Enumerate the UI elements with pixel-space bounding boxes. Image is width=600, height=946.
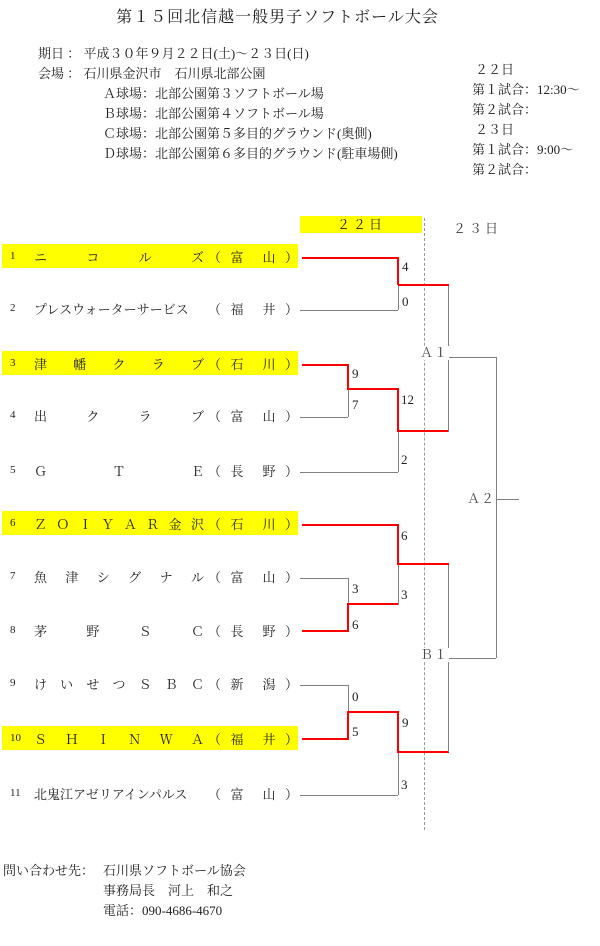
match-label-b1: Ｂ１: [420, 647, 449, 662]
team-prefecture: （ 新 潟 ）: [208, 676, 298, 692]
line-team3-winner: [302, 364, 348, 366]
line-team6-winner: [302, 524, 398, 526]
line-b1-advance: [448, 658, 496, 659]
team-name: 茅 野 Ｓ Ｃ: [34, 623, 204, 639]
score-game7-bottom: 3: [401, 777, 408, 792]
schedule-day2: ２３日: [475, 122, 515, 137]
line-game6-lower: [347, 711, 349, 740]
line-team10-winner: [302, 738, 348, 740]
line-team7: [300, 578, 348, 579]
team-prefecture: （ 富 山 ）: [208, 786, 298, 802]
team-row-2: [2, 296, 298, 320]
team-seed: 2: [10, 302, 16, 314]
score-game1-bottom: 0: [402, 294, 409, 309]
line-game2-lower: [348, 390, 349, 417]
team-row-5: [2, 458, 298, 482]
team-seed: 4: [10, 409, 16, 421]
score-game3-top: 12: [401, 392, 414, 407]
team-name: 津 幡 ク ラ ブ: [34, 356, 204, 372]
team-row-1: [2, 244, 298, 268]
score-game4-bottom: 6: [352, 617, 359, 632]
line-game7-upper: [397, 711, 399, 753]
line-team5: [300, 472, 398, 473]
line-game3-upper: [397, 388, 399, 432]
team-row-4: [2, 403, 298, 427]
line-game7-lower: [398, 753, 399, 795]
team-row-8: [2, 618, 298, 642]
team-name: Ｓ Ｈ Ｉ Ｎ Ｗ Ａ: [34, 731, 204, 747]
team-name: プレスウォーターサービス: [34, 301, 189, 317]
team-name: ニ コ ル ズ: [34, 249, 204, 265]
line-team11: [300, 795, 398, 796]
page-title: 第１５回北信越一般男子ソフトボール大会: [116, 9, 439, 26]
line-game7-winner-advance: [398, 751, 449, 753]
schedule-day2-game2: 第２試合：: [472, 162, 538, 177]
score-game4-top: 3: [352, 581, 359, 596]
team-prefecture: （ 石 川 ）: [208, 516, 298, 532]
line-game5-winner-advance: [398, 563, 449, 565]
event-venue-line: 会場 ： 石川県金沢市 石川県北部公園: [38, 66, 266, 81]
day1-header-band: ２２日: [300, 216, 422, 233]
team-row-11: [2, 781, 298, 805]
team-seed: 9: [10, 677, 16, 689]
contact-phone: 電話：090-4686-4670: [103, 903, 223, 918]
team-prefecture: （ 福 井 ）: [208, 301, 298, 317]
line-game1-lower: [398, 286, 399, 310]
team-name: Ｇ Ｔ Ｅ: [34, 463, 204, 479]
team-prefecture: （ 富 山 ）: [208, 408, 298, 424]
line-game6-winner-advance: [348, 711, 399, 713]
contact-label: 問い合わせ先：: [3, 863, 95, 878]
event-date-line: 期日 ： 平成３０年９月２２日(土)～２３日(日): [38, 46, 309, 61]
line-champion: [496, 499, 519, 500]
match-label-a1: Ａ１: [420, 345, 449, 360]
team-row-10: [2, 726, 298, 750]
line-game4-winner-advance: [348, 603, 398, 605]
ground-a: Ａ球場：北部公園第３ソフトボール場: [103, 86, 324, 101]
schedule-day1: ２２日: [475, 62, 515, 77]
team-row-3: [2, 351, 298, 375]
team-seed: 3: [10, 357, 16, 369]
ground-b: Ｂ球場：北部公園第４ソフトボール場: [103, 106, 324, 121]
team-prefecture: （ 長 野 ）: [208, 623, 298, 639]
team-prefecture: （ 富 山 ）: [208, 249, 298, 265]
day-divider-dashed-line: [424, 218, 425, 830]
score-game1-top: 4: [402, 259, 409, 274]
team-prefecture: （ 石 川 ）: [208, 356, 298, 372]
team-seed: 11: [10, 787, 21, 799]
line-a2-connector: [496, 357, 497, 658]
team-seed: 6: [10, 517, 16, 529]
ground-c: Ｃ球場：北部公園第５多目的グラウンド(奥側): [103, 126, 372, 141]
team-row-9: [2, 671, 298, 695]
match-label-a2: Ａ２: [467, 491, 496, 506]
line-game5-upper: [397, 524, 399, 565]
line-game2-upper: [347, 364, 349, 390]
line-game2-winner-advance: [348, 388, 399, 390]
team-row-7: [2, 564, 298, 588]
score-game5-bottom: 3: [401, 587, 408, 602]
score-game7-top: 9: [402, 715, 409, 730]
line-game3-winner-advance: [398, 430, 449, 432]
team-name: 北鬼江アゼリアインパルス: [34, 786, 188, 802]
contact-org: 石川県ソフトボール協会: [103, 863, 246, 878]
team-name: 出 ク ラ ブ: [34, 408, 204, 424]
schedule-day1-game1: 第１試合：12:30～: [472, 82, 580, 97]
score-game6-bottom: 5: [352, 724, 359, 739]
team-prefecture: （ 富 山 ）: [208, 569, 298, 585]
line-game1-upper: [397, 257, 399, 285]
team-name: け い せ つ Ｓ Ｂ Ｃ: [34, 676, 204, 692]
score-game3-bottom: 2: [401, 452, 408, 467]
line-team9: [300, 685, 348, 686]
line-game4-lower: [347, 603, 349, 632]
line-game3-lower: [398, 432, 399, 472]
schedule-day1-game2: 第２試合：: [472, 102, 538, 117]
line-game4-upper: [348, 578, 349, 605]
team-seed: 10: [10, 732, 21, 744]
team-seed: 8: [10, 624, 16, 636]
team-seed: 1: [10, 250, 16, 262]
line-game1-winner-advance: [398, 284, 449, 286]
team-name: Ｚ Ｏ Ｉ Ｙ Ａ Ｒ 金 沢: [34, 516, 204, 532]
team-seed: 5: [10, 464, 16, 476]
line-team4: [300, 417, 348, 418]
team-row-6: [2, 511, 298, 535]
line-a1-advance: [448, 357, 496, 358]
ground-d: Ｄ球場：北部公園第６多目的グラウンド(駐車場側): [103, 146, 398, 161]
line-team2: [300, 310, 398, 311]
line-team1-winner: [302, 257, 398, 259]
team-seed: 7: [10, 570, 16, 582]
score-game2-top: 9: [352, 366, 359, 381]
line-game5-lower: [398, 565, 399, 605]
score-game2-bottom: 7: [352, 397, 359, 412]
line-game6-upper: [348, 685, 349, 713]
team-prefecture: （ 福 井 ）: [208, 731, 298, 747]
schedule-day2-game1: 第１試合：9:00～: [472, 142, 574, 157]
team-prefecture: （ 長 野 ）: [208, 463, 298, 479]
day2-header: ２３日: [453, 221, 502, 236]
contact-person: 事務局長 河上 和之: [103, 883, 234, 898]
line-team8-winner: [302, 630, 348, 632]
score-game6-top: 0: [352, 689, 359, 704]
score-game5-top: 6: [401, 528, 408, 543]
team-name: 魚 津 シ グ ナ ル: [34, 569, 204, 585]
